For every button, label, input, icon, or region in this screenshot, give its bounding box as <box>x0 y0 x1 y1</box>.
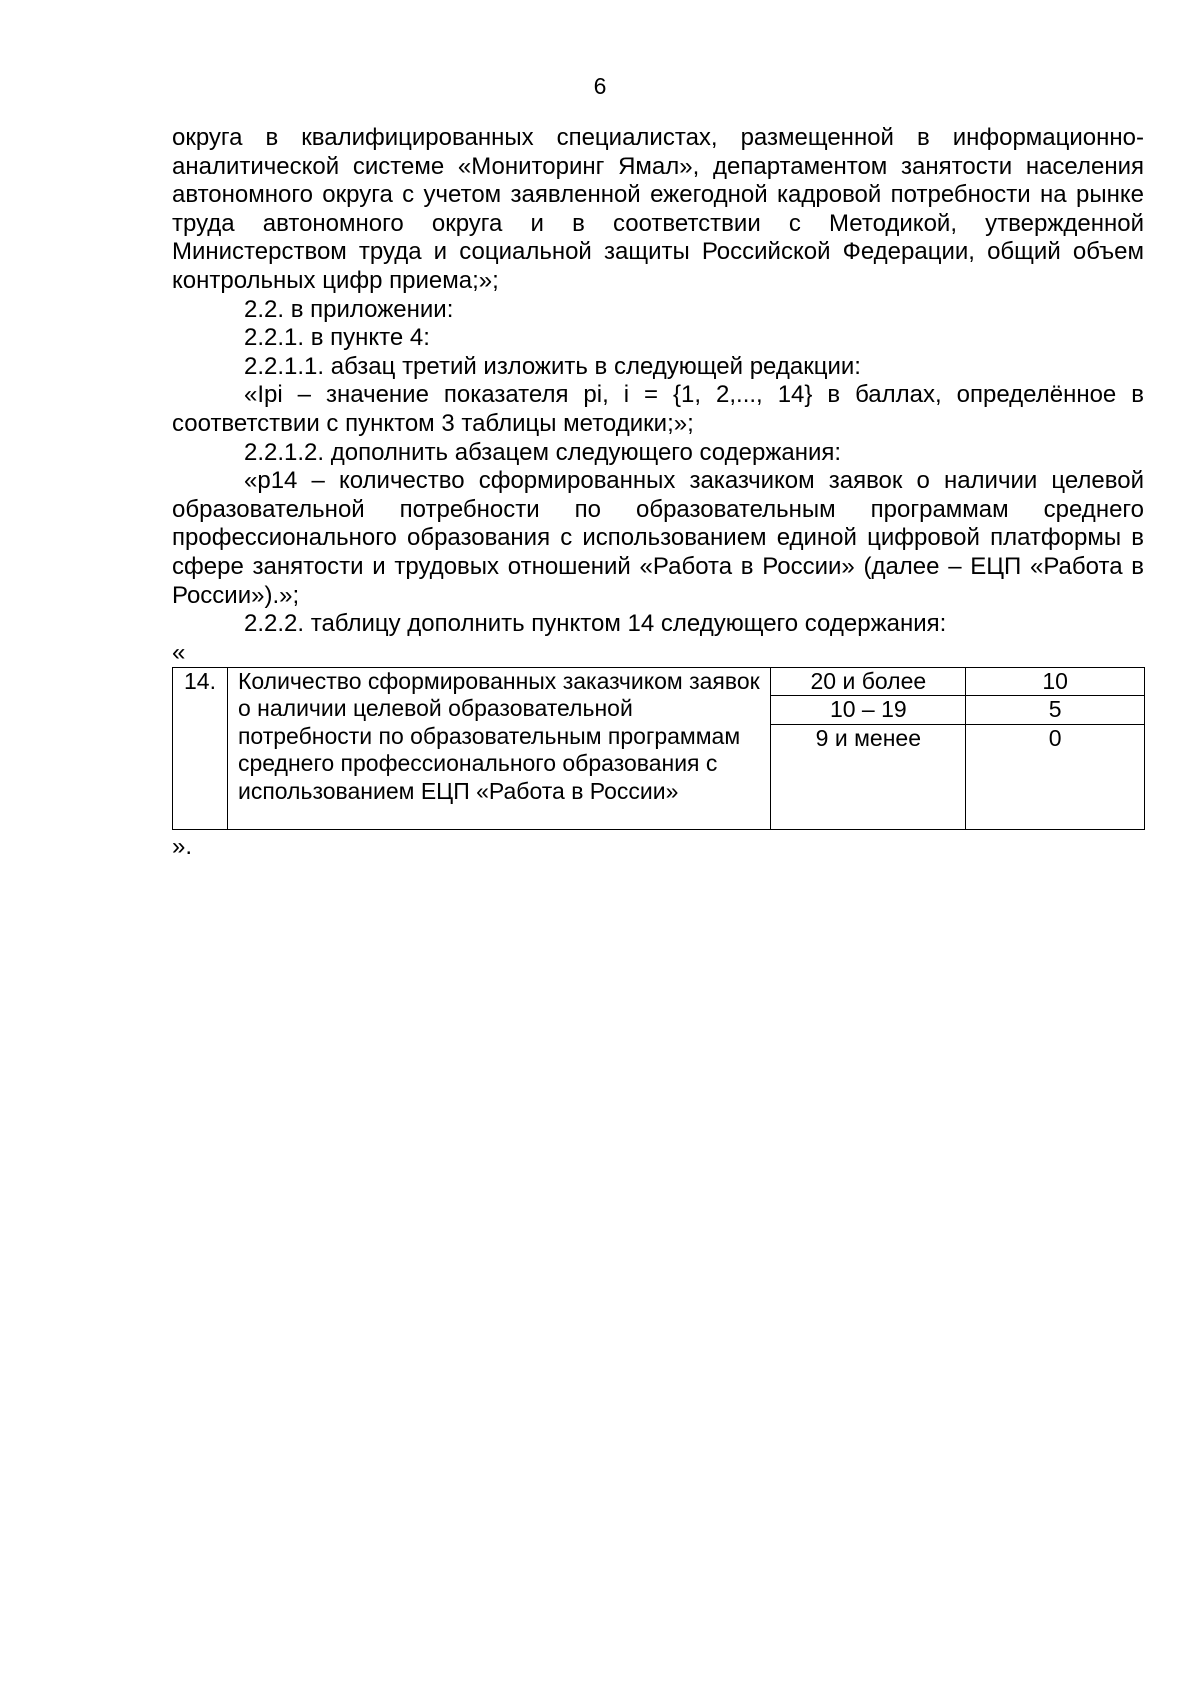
score-cell: 5 <box>966 696 1145 725</box>
range-cell: 20 и более <box>771 667 966 696</box>
item-number: 14. <box>173 667 228 829</box>
amendment-table <box>172 667 1145 830</box>
range-cell: 10 – 19 <box>771 696 966 725</box>
paragraph-4: 2.2.1.1. абзац третий изложить в следующей редакции: <box>244 352 861 380</box>
paragraph-8: 2.2.2. таблицу дополнить пунктом 14 следующего содержания: <box>244 610 947 638</box>
score-cell: 10 <box>966 667 1145 696</box>
paragraph-6: 2.2.1.2. дополнить абзацем следующего содержания: <box>244 438 842 466</box>
score-cell: 0 <box>966 724 1145 829</box>
paragraph-7: «p14 – количество сформированных заказчиком заявок о наличии целевой образовательной потребности по образовательным программам среднего профессионального образования с использованием единой цифровой платформы в сфере занятости и трудовых отношений «Работа в России» (далее – ЕЦП «Работа в России»).»; <box>172 467 1144 609</box>
paragraph-2: 2.2. в приложении: <box>244 295 454 323</box>
paragraph-3: 2.2.1. в пункте 4: <box>244 324 430 352</box>
closing-quote: ». <box>172 832 193 860</box>
item-description: Количество сформированных заказчиком заявок о наличии целевой образовательной потребности по образовательным программам среднего профессионального образования с использованием ЕЦП «Работа в России» <box>227 667 770 829</box>
opening-quote: « <box>172 638 186 666</box>
paragraph-1: округа в квалифицированных специалистах, размещенной в информационно-аналитической системе «Мониторинг Ямал», департаментом занятости населения автономного округа с учетом заявленной ежегодной кадровой потребности на рынке труда автономного округа и в соответствии с Методикой, утвержденной Министерством труда и социальной защиты Российской Федерации, общий объем контрольных цифр приема;»; <box>172 124 1144 294</box>
page-number: 6 <box>593 73 607 99</box>
paragraph-5: «Ipi – значение показателя pi, i = {1, 2,..., 14} в баллах, определённое в соответствии с пунктом 3 таблицы методики;»; <box>172 381 1144 437</box>
range-cell: 9 и менее <box>771 724 966 829</box>
document-body <box>172 124 1144 862</box>
table-row <box>173 667 1145 696</box>
